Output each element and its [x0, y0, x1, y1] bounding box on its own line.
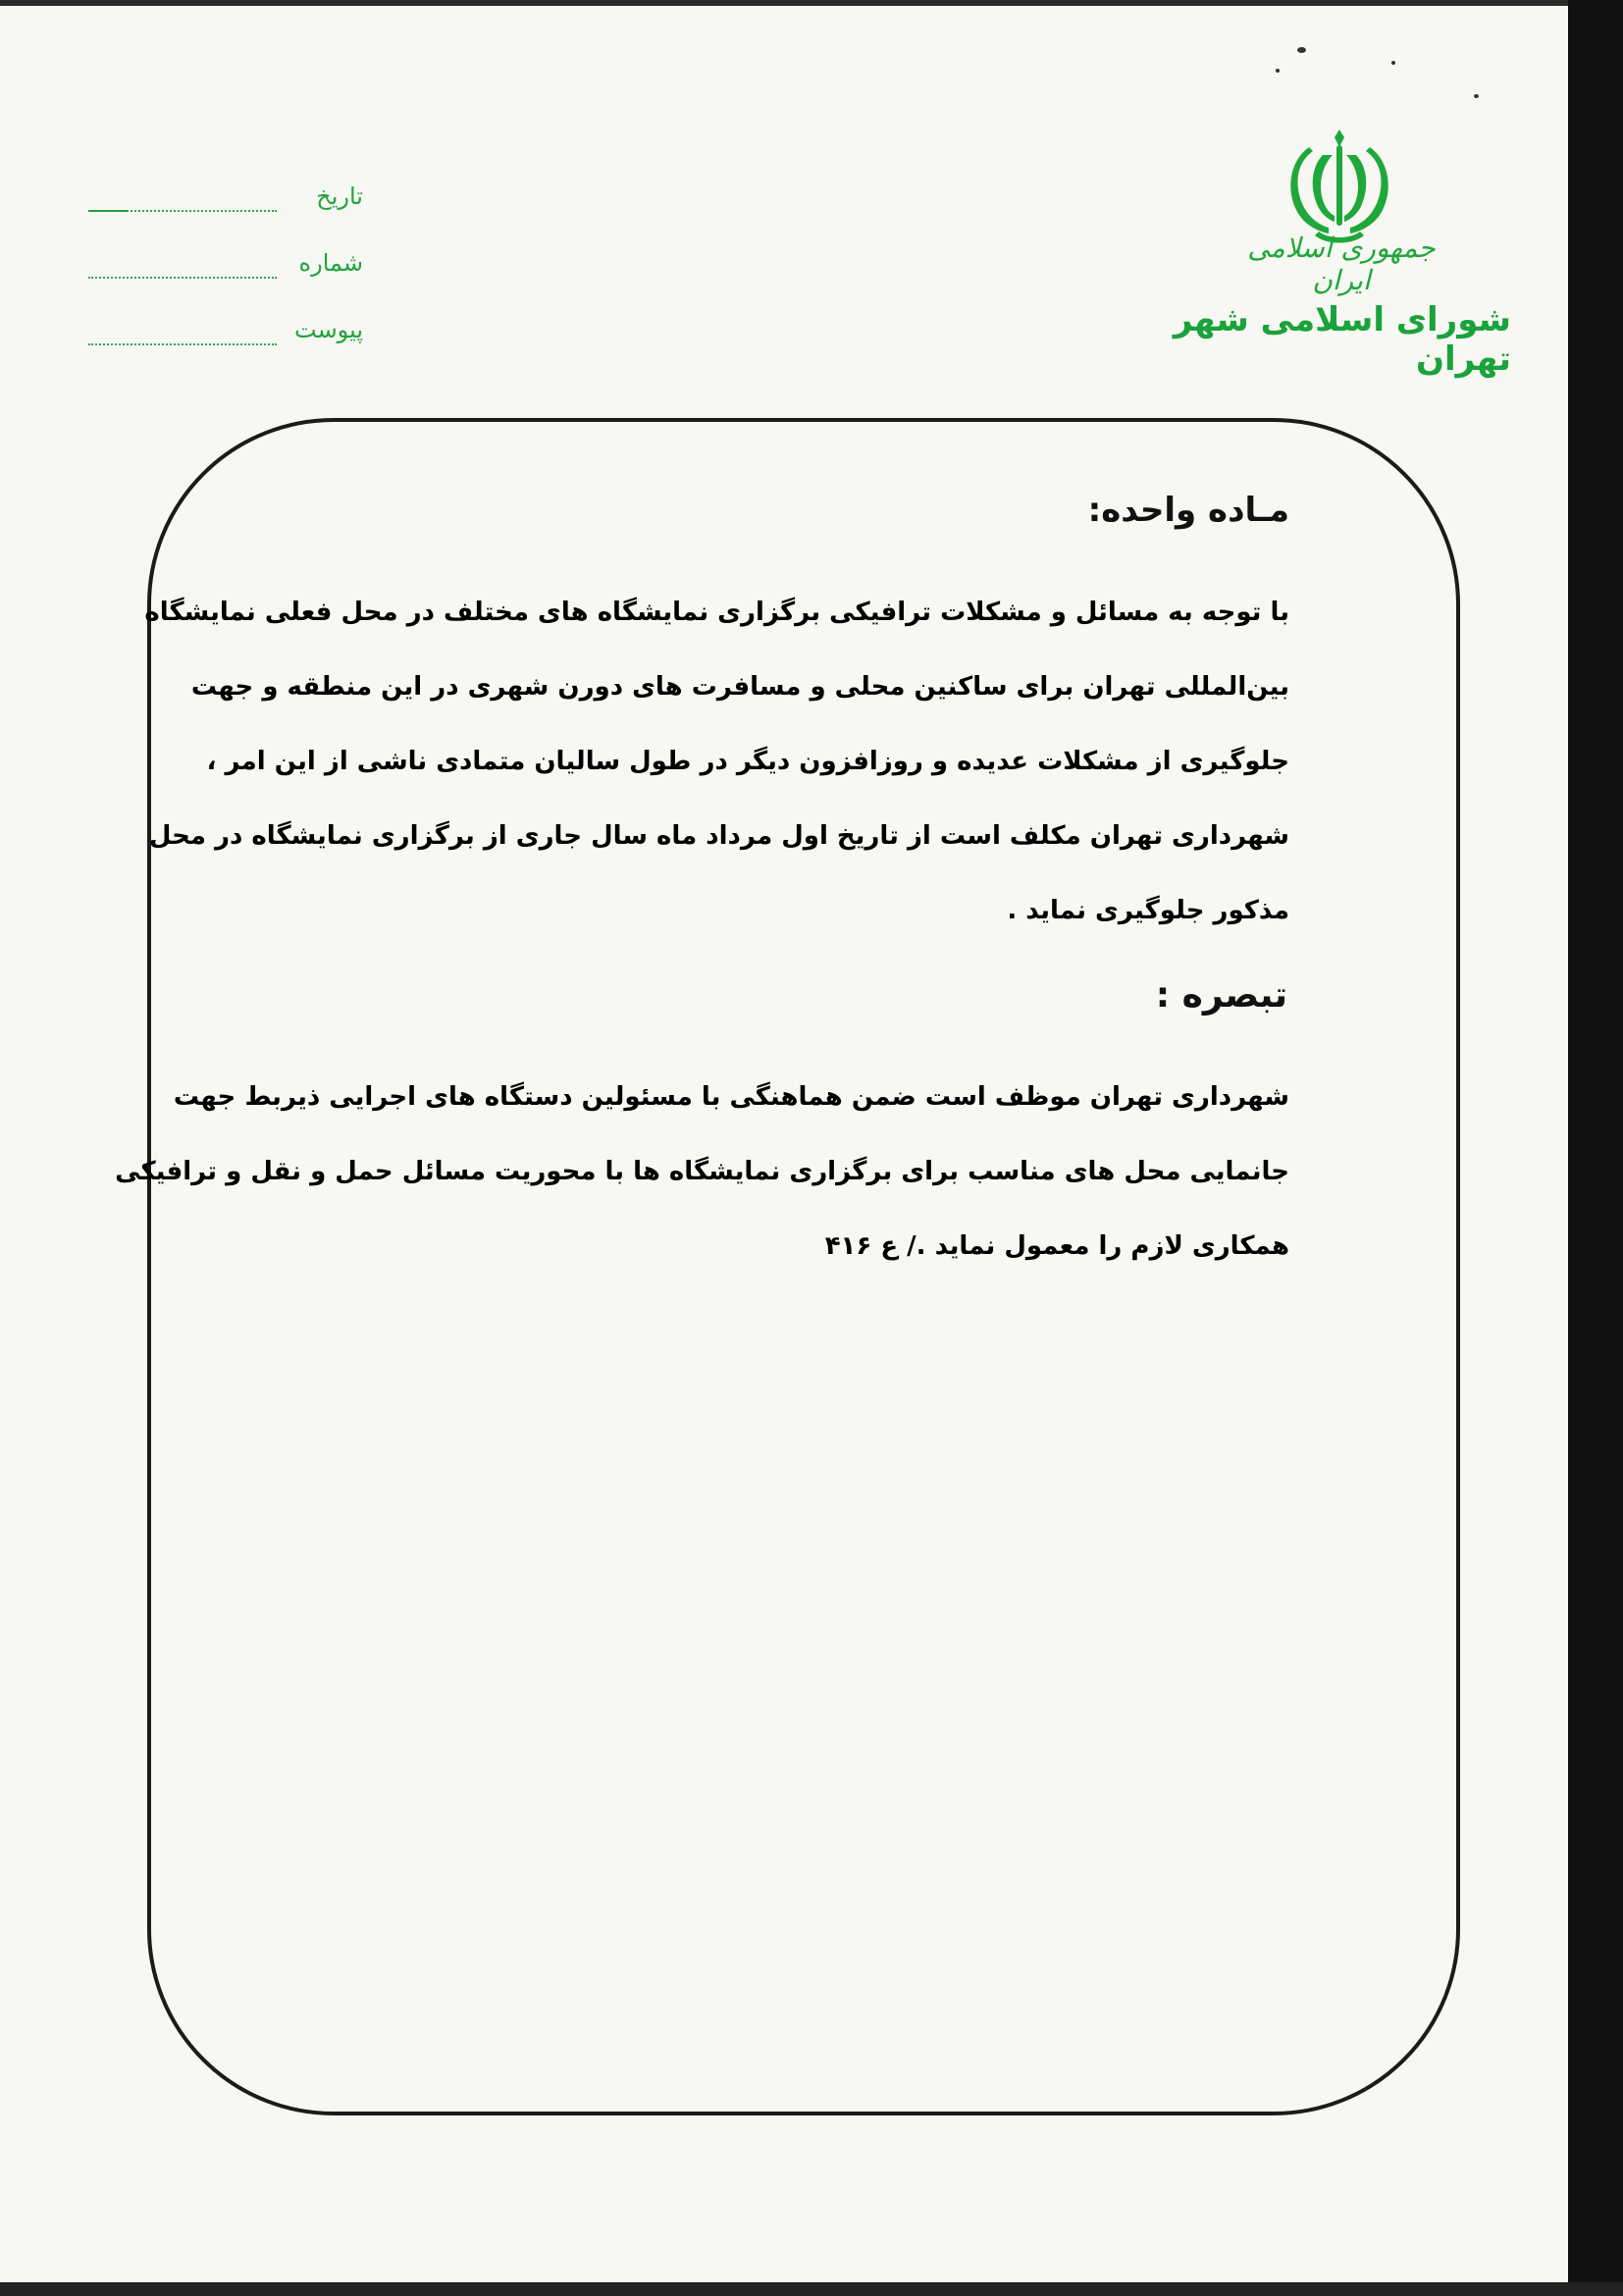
- number-field: [88, 249, 363, 288]
- section-paragraph: [144, 575, 1289, 948]
- paragraph-line: با توجه به مسائل و مشکلات ترافیکی برگزاری نمایشگاه های مختلف در محل فعلی نمایشگاه: [144, 598, 1289, 627]
- scan-speck: [1391, 61, 1395, 65]
- note-heading: تبصره :: [1155, 975, 1287, 1016]
- note-paragraph: [115, 1060, 1289, 1283]
- paragraph-line: بین‌المللی تهران برای ساکنین محلی و مسافرت های دورن شهری در این منطقه و جهت: [190, 672, 1289, 702]
- date-label: تاریخ: [316, 183, 363, 210]
- paragraph-line: جانمایی محل های مناسب برای برگزاری نمایشگاه ها با محوریت مسائل حمل و نقل و ترافیکی: [115, 1157, 1289, 1186]
- council-name: شورای اسلامی شهر تهران: [1173, 300, 1511, 379]
- paragraph-line: شهرداری تهران موظف است ضمن هماهنگی با مسئولین دستگاه های اجرایی ذیربط جهت: [173, 1082, 1289, 1112]
- paragraph-line: همکاری لازم را معمول نماید ./ ع ۴۱۶: [824, 1231, 1289, 1261]
- date-field: [88, 183, 363, 222]
- date-dotted-line: [88, 210, 277, 212]
- number-label: شماره: [298, 249, 363, 277]
- attachment-field: [88, 316, 363, 355]
- number-dotted-line: [88, 277, 277, 279]
- paragraph-line: شهرداری تهران مکلف است از تاریخ اول مرداد ماه سال جاری از برگزاری نمایشگاه در محل: [148, 821, 1289, 851]
- emblem-caption: جمهوری اسلامی ایران: [1247, 232, 1436, 296]
- scan-edge-bottom: [0, 2282, 1623, 2296]
- paragraph-line: جلوگیری از مشکلات عدیده و روزافزون دیگر در طول سالیان متمادی ناشی از این امر ،: [206, 747, 1289, 776]
- scan-speck: [1297, 47, 1306, 53]
- scan-speck: [1276, 69, 1280, 73]
- attachment-dotted-line: [88, 343, 277, 345]
- scan-edge-right: [1568, 0, 1623, 2296]
- scan-speck: [1474, 94, 1479, 98]
- attachment-label: پیوست: [294, 316, 363, 343]
- paragraph-line: مذکور جلوگیری نماید .: [1007, 896, 1289, 925]
- scan-edge-top: [0, 0, 1623, 6]
- section-heading: مـاده واحده:: [1087, 491, 1289, 530]
